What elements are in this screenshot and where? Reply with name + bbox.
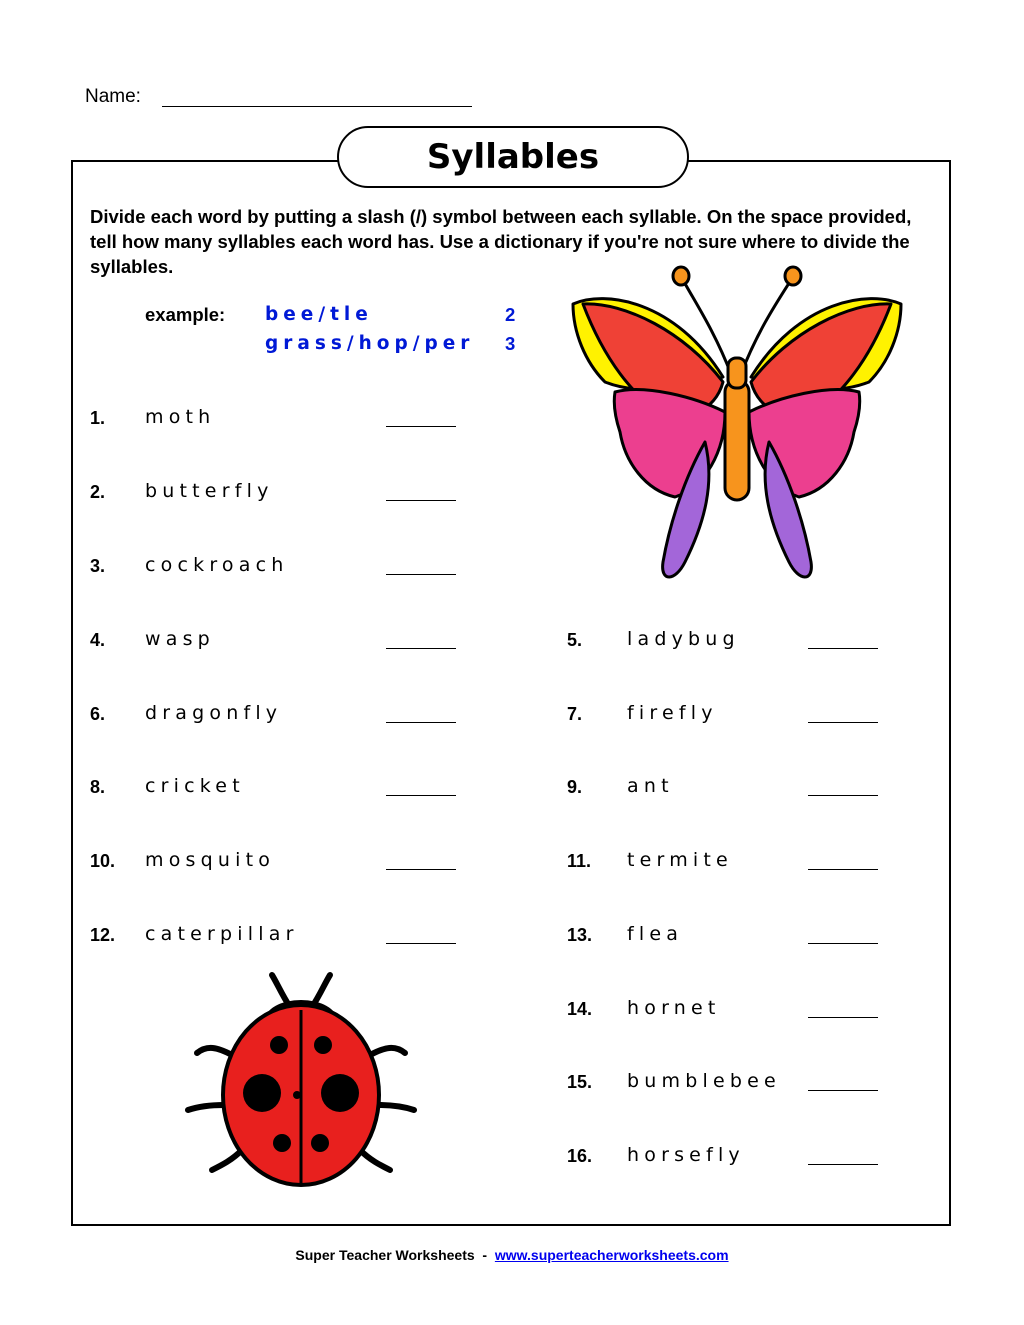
item-number: 14.: [567, 999, 593, 1019]
butterfly-icon: [565, 262, 910, 587]
answer-blank[interactable]: [808, 648, 878, 649]
item-number: 2.: [90, 482, 106, 502]
item-word: hornet: [627, 997, 721, 1019]
footer-separator: -: [482, 1247, 488, 1263]
item-number: 12.: [90, 925, 116, 945]
answer-blank[interactable]: [808, 795, 878, 796]
answer-blank[interactable]: [386, 795, 456, 796]
item-word: caterpillar: [145, 923, 299, 945]
answer-blank[interactable]: [386, 574, 456, 575]
item-number: 10.: [90, 851, 116, 871]
answer-blank[interactable]: [386, 648, 456, 649]
footer-brand: Super Teacher Worksheets: [295, 1247, 475, 1263]
answer-blank[interactable]: [808, 1164, 878, 1165]
item-word: bumblebee: [627, 1070, 781, 1092]
item-number: 9.: [567, 777, 583, 797]
name-label: Name:: [85, 86, 141, 107]
instructions-text: Divide each word by putting a slash (/) symbol between each syllable. On the space provided, tell how many syllables each word has. Use a dictionary if you're not sure where to divide the syllables.: [90, 206, 912, 277]
item-word: flea: [627, 923, 684, 945]
example-count: 3: [505, 333, 516, 354]
answer-blank[interactable]: [386, 722, 456, 723]
example-count: 2: [505, 304, 516, 325]
item-number: 11.: [567, 851, 592, 871]
answer-blank[interactable]: [386, 943, 456, 944]
name-line[interactable]: [162, 106, 472, 107]
item-number: 5.: [567, 630, 583, 650]
footer-link[interactable]: www.superteacherworksheets.com: [494, 1247, 729, 1263]
answer-blank[interactable]: [386, 500, 456, 501]
item-number: 16.: [567, 1146, 593, 1166]
item-word: butterfly: [145, 480, 274, 502]
page-title: Syllables: [337, 126, 689, 188]
footer: [0, 1247, 1024, 1263]
answer-blank[interactable]: [386, 869, 456, 870]
item-word: cricket: [145, 775, 245, 797]
item-number: 3.: [90, 556, 106, 576]
answer-blank[interactable]: [808, 943, 878, 944]
item-word: ladybug: [627, 628, 740, 650]
item-word: ant: [627, 775, 674, 797]
answer-blank[interactable]: [386, 426, 456, 427]
answer-blank[interactable]: [808, 1017, 878, 1018]
example-label: example:: [145, 304, 226, 325]
example-word: grass/hop/per: [265, 333, 475, 354]
item-word: firefly: [627, 702, 718, 724]
item-word: termite: [627, 849, 733, 871]
item-number: 4.: [90, 630, 106, 650]
answer-blank[interactable]: [808, 1090, 878, 1091]
item-number: 6.: [90, 704, 106, 724]
answer-blank[interactable]: [808, 869, 878, 870]
item-number: 13.: [567, 925, 593, 945]
item-number: 7.: [567, 704, 583, 724]
item-number: 1.: [90, 408, 106, 428]
item-word: horsefly: [627, 1144, 745, 1166]
item-number: 8.: [90, 777, 106, 797]
item-word: dragonfly: [145, 702, 283, 724]
example-word: bee/tle: [265, 304, 373, 325]
ladybug-icon: [182, 965, 420, 1195]
item-word: mosquito: [145, 849, 276, 871]
item-number: 15.: [567, 1072, 593, 1092]
item-word: moth: [145, 406, 216, 428]
answer-blank[interactable]: [808, 722, 878, 723]
item-word: wasp: [145, 628, 215, 650]
item-word: cockroach: [145, 554, 289, 576]
